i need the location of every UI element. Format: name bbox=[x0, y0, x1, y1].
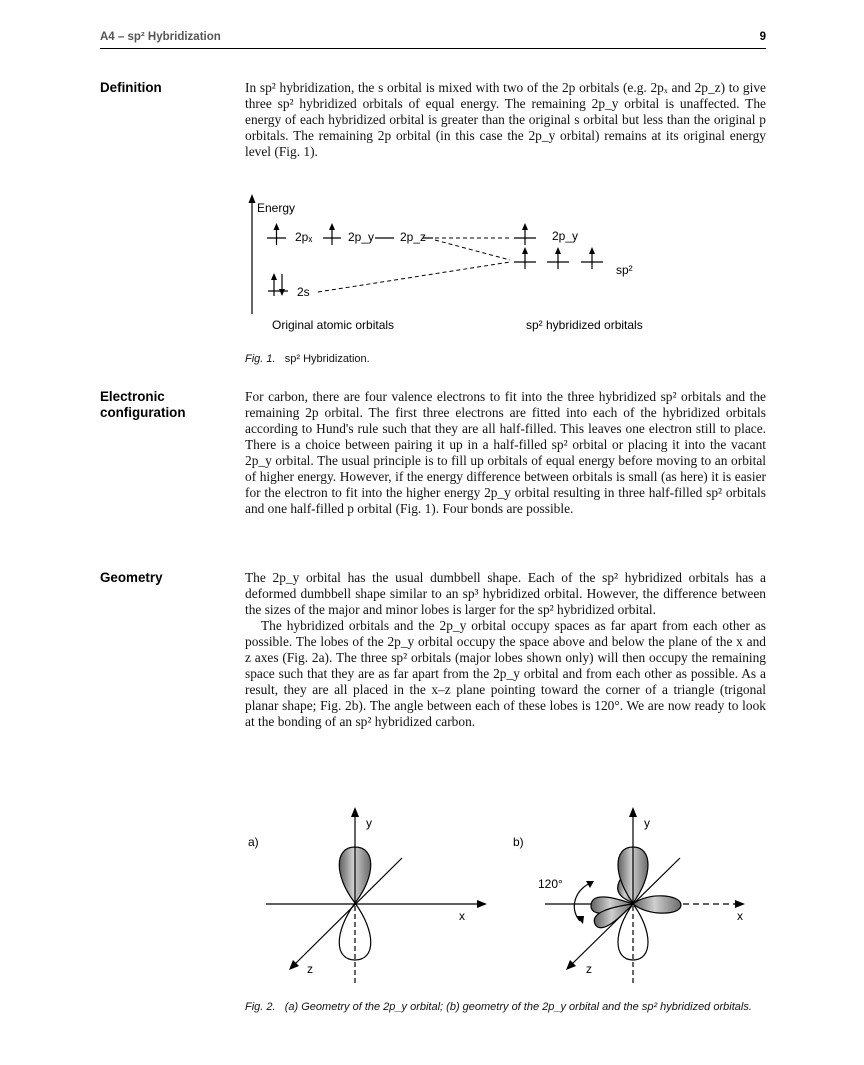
panel-b-diagram bbox=[545, 807, 745, 985]
panel-a-axis-z: z bbox=[307, 962, 313, 976]
definition-body bbox=[245, 80, 766, 160]
label-2pz: 2p_z bbox=[400, 230, 427, 244]
figure-2-text: (a) Geometry of the 2p_y orbital; (b) geometry of the 2p_y orbital and the sp² hybridized orbitals. bbox=[284, 1001, 752, 1013]
panel-a-diagram bbox=[266, 807, 487, 985]
figure-2-caption bbox=[245, 1000, 766, 1014]
electronic-text: For carbon, there are four valence electrons to fit into the three hybridized sp² orbitals and the remaining 2p orbital. The first three electrons are fitted into each of the hybridized orbitals according to Hund's rule such that they are all half-filled. This leaves one electron still to place. There is a choice between pairing it up in a half-filled sp² orbital or placing it into the vacant 2p_y orbital. The usual principle is to fill up orbitals of equal energy before moving to an orbital of higher energy. However, if the energy difference between orbitals is small (as here) it is easier for the electron to fit into the higher energy 2p_y orbital resulting in three half-filled sp² orbitals and one half-filled p orbital (Fig. 1). Four bonds are possible. bbox=[245, 389, 766, 516]
label-2px: 2pₓ bbox=[295, 230, 313, 244]
label-2py-left: 2p_y bbox=[348, 230, 375, 244]
energy-axis-label: Energy bbox=[257, 201, 296, 215]
definition-heading: Definition bbox=[100, 80, 162, 95]
electronic-body bbox=[245, 389, 766, 517]
orbital-2py-right bbox=[514, 223, 536, 245]
panel-a-axis-y: y bbox=[366, 816, 372, 830]
label-hybridized-orbitals: sp² hybridized orbitals bbox=[526, 318, 643, 332]
geometry-heading: Geometry bbox=[100, 570, 163, 585]
label-original-orbitals: Original atomic orbitals bbox=[272, 318, 395, 332]
panel-b-axis-y: y bbox=[644, 816, 650, 830]
figure-2-number: Fig. 2. bbox=[245, 1001, 276, 1013]
running-title: A4 – sp² Hybridization bbox=[100, 31, 221, 43]
electronic-heading-line2: configuration bbox=[100, 405, 186, 420]
label-sp2: sp² bbox=[616, 263, 633, 277]
geometry-para-2: The hybridized orbitals and the 2p_y orbital occupy spaces as far apart from each other as possible. The lobes of the 2p_y orbital occupy the space above and below the plane of the x and z axes (Fig. 2a). The three sp² orbitals (major lobes shown only) will then occupy the remaining space such that they are as far apart from the 2p_y orbital and from each other as possible. As a result, they are all placed in the x–z plane pointing toward the corner of a triangle (trigonal planar shape; Fig. 2b). The angle between each of these lobes is 120°. We are now ready to look at the bonding of an sp² hybridized carbon. bbox=[245, 618, 766, 729]
figure-2-orbital-geometry bbox=[240, 800, 760, 990]
geometry-body bbox=[245, 570, 766, 730]
figure-1-number: Fig. 1. bbox=[245, 353, 276, 365]
orbital-2px bbox=[267, 223, 286, 245]
orbital-sp2-set bbox=[514, 247, 603, 269]
orbital-2py-left bbox=[323, 223, 341, 245]
orbital-2s bbox=[268, 273, 288, 296]
label-2s: 2s bbox=[297, 285, 310, 299]
panel-a-axis-x: x bbox=[459, 909, 465, 923]
electronic-heading-line1: Electronic bbox=[100, 389, 165, 404]
figure-1-caption bbox=[245, 352, 766, 366]
geometry-para-1: The 2p_y orbital has the usual dumbbell shape. Each of the sp² hybridized orbitals has a deformed dumbbell shape similar to an sp³ hybridized orbital. However, the difference between the sizes of the major and minor lobes is larger for the sp² hybridized orbital. bbox=[245, 570, 766, 617]
panel-b-angle-label: 120° bbox=[538, 877, 563, 891]
panel-a-label: a) bbox=[248, 835, 259, 849]
definition-text: In sp² hybridization, the s orbital is mixed with two of the 2p orbitals (e.g. 2pₓ and 2p_z) to give three sp² hybridized orbitals of equal energy. The remaining 2p_y orbital is unaffected. The energy of each hybridized orbital is greater than the original s orbital but less than the original p orbitals. The remaining 2p orbital (in this case the 2p_y orbital) remains at its original energy level (Fig. 1). bbox=[245, 80, 766, 159]
electronic-heading bbox=[100, 389, 230, 421]
running-header bbox=[100, 30, 766, 49]
page-number: 9 bbox=[759, 31, 766, 43]
panel-b-axis-z: z bbox=[586, 962, 592, 976]
figure-1-text: sp² Hybridization. bbox=[284, 353, 370, 365]
panel-b-axis-x: x bbox=[737, 909, 743, 923]
label-2py-right: 2p_y bbox=[552, 229, 579, 243]
panel-b-label: b) bbox=[513, 835, 524, 849]
figure-1-energy-diagram bbox=[240, 190, 680, 350]
